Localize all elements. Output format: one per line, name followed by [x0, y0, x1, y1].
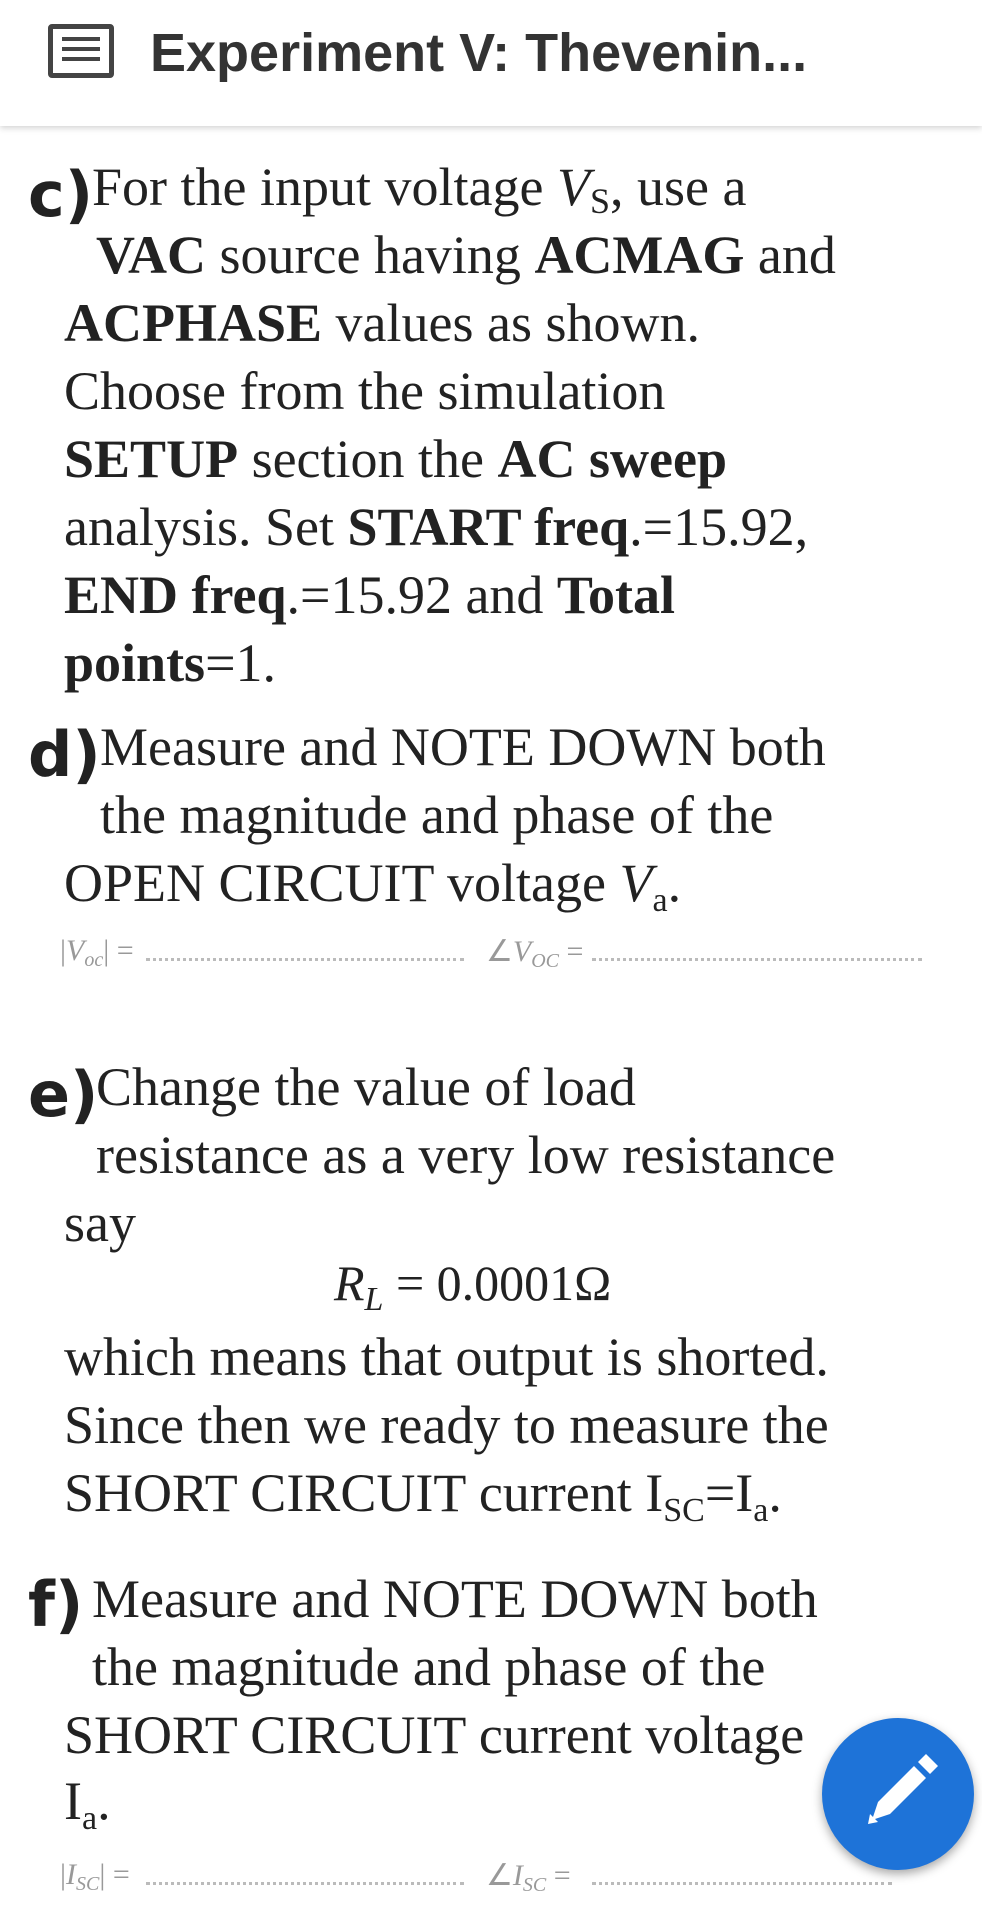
section-c-line-4: Choose from the simulation [64, 361, 666, 421]
isc-magnitude-blank[interactable] [146, 1882, 464, 1885]
section-c-line-7: END freq.=15.92 and Total [64, 565, 675, 625]
voc-phase-blank[interactable] [592, 958, 922, 961]
voc-magnitude-blank[interactable] [146, 958, 464, 961]
section-c-line-8: points=1. [64, 633, 277, 693]
section-c-line-1: For the input voltage $V_S$, use a [92, 157, 747, 221]
section-c-line-6: analysis. Set START freq.=15.92, [64, 497, 809, 557]
section-c-line-5: SETUP section the AC sweep [64, 429, 727, 489]
section-d-line-3: OPEN CIRCUIT voltage Va. [64, 853, 682, 919]
isc-phase-blank[interactable] [592, 1882, 892, 1885]
section-c-line-3: ACPHASE values as shown. [64, 293, 700, 353]
section-f-line-3: SHORT CIRCUIT current voltage [64, 1705, 805, 1765]
section-e-line-2: resistance as a very low resistance [96, 1125, 836, 1185]
load-resistance-equation: $R_L = 0.0001\Omega$ [334, 1255, 612, 1318]
section-d-line-2: the magnitude and phase of the [100, 785, 774, 845]
section-d-line-1: Measure and NOTE DOWN both [100, 717, 826, 777]
document-title: Experiment V: Thevenin... [150, 23, 808, 83]
pencil-icon [822, 1718, 974, 1870]
section-e-line-6: SHORT CIRCUIT current ISC=Ia. [64, 1463, 782, 1529]
isc-magnitude-label: $|I_{SC}|$ = [60, 1858, 130, 1895]
edit-button[interactable] [822, 1718, 974, 1870]
document-icon[interactable] [48, 24, 114, 78]
section-c-line-2: VAC source having ACMAG and [96, 225, 836, 285]
section-f-line-4: Ia. [64, 1771, 111, 1837]
voc-magnitude-label: $|V_{oc}|$ = [60, 934, 134, 971]
section-e-line-5: Since then we ready to measure the [64, 1395, 829, 1455]
voc-phase-label: $\angle V_{OC}$ = [486, 935, 584, 972]
app-header [0, 0, 982, 126]
section-c-label: c) [28, 158, 94, 231]
section-e-line-4: which means that output is shorted. [64, 1327, 829, 1387]
section-e-label: e) [28, 1058, 99, 1131]
section-f-line-2: the magnitude and phase of the [92, 1637, 766, 1697]
section-e-line-3: say [64, 1193, 136, 1253]
section-d-label: d) [28, 718, 101, 791]
section-f-label: f) [28, 1568, 84, 1641]
section-f-line-1: Measure and NOTE DOWN both [92, 1569, 818, 1629]
isc-phase-label: $\angle I_{SC}$ = [486, 1859, 571, 1896]
section-e-line-1: Change the value of load [96, 1057, 636, 1117]
